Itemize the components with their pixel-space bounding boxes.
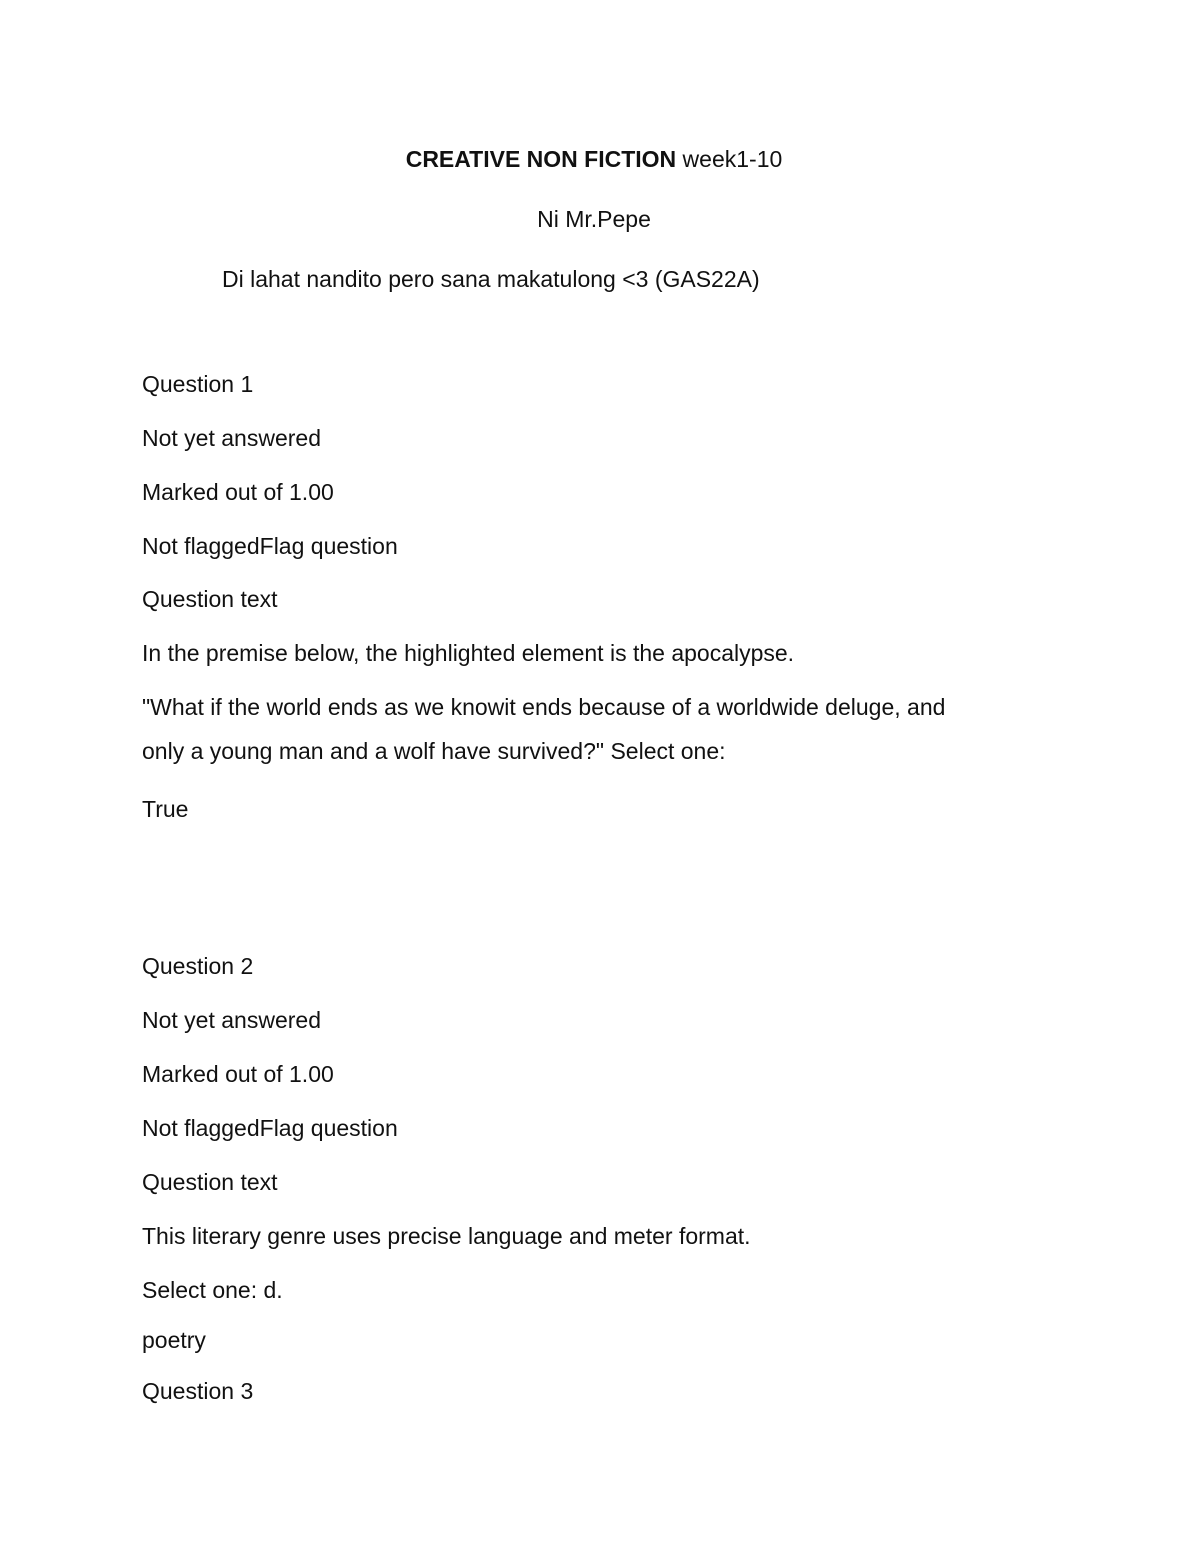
question-1-marks: Marked out of 1.00 [142,479,334,505]
question-3-label: Question 3 [142,1378,254,1404]
question-1-status: Not yet answered [142,425,321,451]
question-2-prompt: This literary genre uses precise language and meter format. [142,1223,751,1249]
question-1-label: Question 1 [142,371,254,397]
document-note: Di lahat nandito pero sana makatulong <3 (GAS22A) [222,266,760,292]
question-2-select: Select one: d. [142,1277,283,1303]
question-2-label: Question 2 [142,953,254,979]
question-2-flag: Not flaggedFlag question [142,1115,398,1141]
document-title [0,144,1188,174]
question-2-text-label: Question text [142,1169,278,1195]
question-1-prompt: In the premise below, the highlighted element is the apocalypse. [142,640,795,666]
question-2-marks: Marked out of 1.00 [142,1061,334,1087]
question-1-flag: Not flaggedFlag question [142,533,398,559]
title-rest: week1-10 [676,146,783,172]
document-author: Ni Mr.Pepe [537,206,651,232]
question-1-quote-line2: only a young man and a wolf have survived?" Select one: [142,738,726,764]
question-1-text-label: Question text [142,586,278,612]
title-bold: CREATIVE NON FICTION [405,146,677,172]
question-2-status: Not yet answered [142,1007,321,1033]
question-1-quote-line1: "What if the world ends as we knowit ends because of a worldwide deluge, and [142,694,946,720]
question-1-answer: True [142,796,189,822]
question-2-answer: poetry [142,1327,206,1353]
